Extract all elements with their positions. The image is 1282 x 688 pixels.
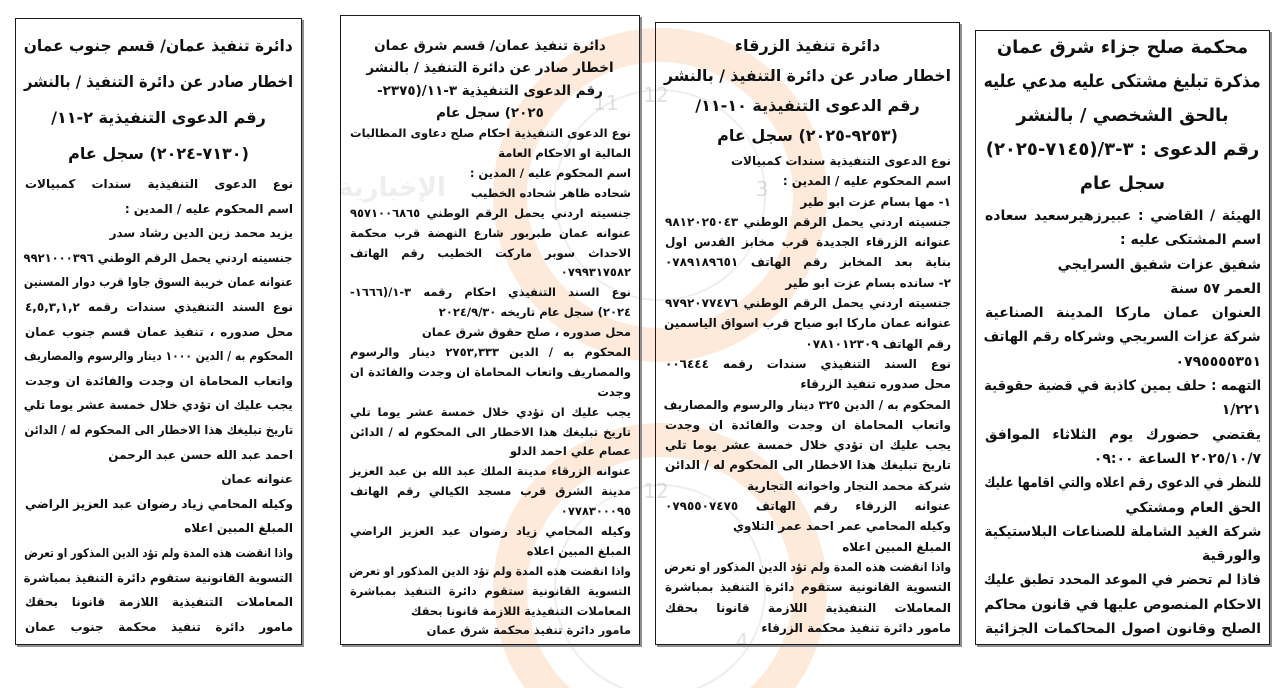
- notice-title-line-text: (٧١٣٠-٢٠٢٤) سجل عام: [68, 144, 249, 163]
- notice-body-line: [664, 232, 951, 252]
- notice-body-line-text: اسم المشتكى عليه :: [1120, 232, 1261, 249]
- notice-body-line: [349, 204, 631, 224]
- notice-body-line-text: نوع السند التنفيذي سندات رقمه ٤,٥,٣,١,٢: [24, 299, 293, 314]
- notice-south-amman-execution-dept: [15, 18, 302, 645]
- notice-title-line: [24, 100, 293, 136]
- notice-body: [349, 124, 631, 641]
- notice-body-line-text: التسوية القانونية ستقوم دائرة التنفيذ بمباشرة: [23, 570, 293, 585]
- notice-body-line: [984, 277, 1261, 301]
- notice-body-line: [349, 502, 631, 522]
- notice-body-line: [664, 354, 951, 374]
- notice-body-line: [984, 471, 1261, 495]
- notice-body-line-text: عنوانه الزرقاء رقم الهاتف ٠٧٩٥٥٠٧٤٧٥: [665, 499, 951, 514]
- notice-body-line: [984, 253, 1261, 277]
- notice-body-line: [664, 455, 951, 475]
- notice-body-line-text: مدينة الشرق قرب مسجد الكيالي رقم الهاتف: [350, 484, 631, 499]
- notice-body-line: [349, 323, 631, 343]
- notice-body-line: [349, 303, 631, 323]
- notice-body-line-text: المعاملات التنفيذية اللازمة قانونا بحقك: [410, 603, 631, 618]
- notice-body-line: [984, 325, 1261, 349]
- notice-body-line-text: شفيق عزات شفيق السرايجي: [1057, 256, 1261, 273]
- notice-body-line: [664, 171, 951, 191]
- notice-body-line: [349, 263, 631, 283]
- notice-title-line: [349, 102, 631, 124]
- notice-body-line-text: عنوانه عمان خريبة السوق جاوا قرب دوار المسنين: [24, 275, 293, 290]
- notice-body-line: [984, 544, 1261, 568]
- notice-body-line: [24, 172, 293, 197]
- notice-title-line-text: اخطار صادر عن دائرة التنفيذ / بالنشر: [24, 72, 293, 91]
- notice-body-line: [349, 442, 631, 462]
- notice-body-line-text: مامور دائرة تنفيذ محكمة شرق عمان: [426, 623, 631, 638]
- notice-body-line: [24, 516, 293, 541]
- notice-body-line-text: واتعاب المحاماة ان وجدت والفائدة ان وجدت: [664, 417, 951, 432]
- notice-body-line-text: يجب عليك ان تؤدي خلال خمسة عشر يوما تلي: [665, 438, 951, 453]
- notice-body-line: [664, 496, 951, 516]
- notice-title-line-text: رقم الدعوى التنفيذية ١٠-١١/: [695, 96, 920, 115]
- notice-body-line-text: المحكوم به / الدين ١٠٠٠ دينار والرسوم والمصاريف: [24, 349, 293, 364]
- notice-body-line: [24, 541, 293, 566]
- notice-body-line-text: يجب عليك ان تؤدي خلال خمسة عشر يوما تلي: [23, 398, 293, 413]
- notice-body-line-text: احمد عبد الله حسن عبد الرحمن: [108, 447, 293, 462]
- notice-body-line-text: اسم المحكوم عليه / المدين :: [469, 165, 631, 180]
- watermark-clock-number: 11: [593, 91, 619, 115]
- notice-body-line: [24, 369, 293, 394]
- notice-title-line-text: رقم الدعوى التنفيذية ٢-١١/: [51, 108, 266, 127]
- notice-body-line-text: الهيئة / القاضي : عبيرزهيرسعيد سعاده: [985, 208, 1261, 224]
- notice-body-line: [664, 374, 951, 394]
- notice-body-line: [349, 363, 631, 383]
- notice-body-line-text: تاريخ تبليغك هذا الاخطار الى المحكوم له / الدائن: [23, 422, 293, 437]
- notice-body-line-text: ٠٧٩٩٣١٧٥٨٢: [560, 265, 631, 280]
- notice-body-line: [349, 244, 631, 264]
- notice-body-line: [984, 374, 1261, 398]
- notice-body-line: [24, 246, 293, 271]
- notice-body-line-text: وكيله المحامي عمر احمد عمر التلاوي: [732, 519, 951, 534]
- notice-body-line-text: المحكوم به / الدين ٢٧٥٣,٣٣٣ دينار والرسوم: [350, 344, 631, 359]
- notice-title-line: [664, 91, 951, 121]
- notice-body-line-text: والورقية: [1202, 548, 1261, 565]
- notice-body-line-text: مامور دائرة تنفيذ محكمة الزرقاء: [761, 620, 951, 635]
- notice-body-line-text: نوع الدعوى التنفيذية سندات كمبيالات: [25, 177, 293, 191]
- notice-title-line: [349, 57, 631, 79]
- notice-body: [664, 151, 951, 638]
- notice-body-line-text: اسم المحكوم عليه / المدين :: [124, 201, 293, 216]
- notice-title-line: [24, 136, 293, 172]
- notice-body-line: [349, 562, 631, 582]
- notice-body-line: [349, 164, 631, 184]
- notice-body-line-text: المحكوم به / الدين ٣٢٥ دينار والرسوم والمصاريف: [663, 397, 951, 412]
- notice-body-line: [24, 443, 293, 468]
- notice-body-line-text: يقتضي حضورك يوم الثلاثاء الموافق: [985, 426, 1261, 443]
- notice-body-line-text: شحاده ظاهر شحاده الخطيب: [470, 185, 631, 200]
- notice-body-line: [664, 598, 951, 618]
- notice-body-line: [664, 476, 951, 496]
- notice-body-line: [349, 462, 631, 482]
- notice-header: [24, 19, 293, 172]
- notice-body-line-text: عنوانه عمان ماركا ابو صياح قرب اسواق الياسمين: [664, 316, 951, 331]
- notice-title-line-text: مذكرة تبليغ مشتكى عليه مدعي عليه: [984, 71, 1261, 92]
- notice-body-line-text: فاذا لم تحضر في الموعد المحدد تطبق عليك: [984, 572, 1261, 589]
- notice-body-line-text: تاريخ تبليغك هذا الاخطار الى المحكوم له / الدائن: [349, 424, 631, 439]
- notice-title-line: [984, 133, 1261, 167]
- notice-body-line: [664, 577, 951, 597]
- notice-body-line-text: ٢- سانده بسام عزت ابو طير: [785, 275, 951, 290]
- notice-body-line: [349, 542, 631, 562]
- notice-body-line-text: والمصاريف واتعاب المحاماة ان وجدت والفائدة ان: [349, 364, 631, 379]
- notice-body-line: [664, 334, 951, 354]
- notice-body-line-text: ٢٠٢٥/١٠/٧ الساعة ٠٩:٠٠: [1093, 450, 1261, 467]
- notice-body-line: [984, 204, 1261, 228]
- notice-body-line-text: عصام علي احمد الدلو: [509, 444, 631, 459]
- notice-body-line: [664, 557, 951, 577]
- notice-body-line: [349, 383, 631, 403]
- notice-body-line: [984, 350, 1261, 374]
- notice-title-line: [349, 80, 631, 102]
- notice-body-line-text: عنوانه الزرقاء مدينة الملك عبد الله بن عبد العزيز: [350, 464, 631, 479]
- notice-body-line-text: نوع الدعوى التنفيذية سندات كمبيالات: [731, 154, 951, 168]
- notice-body-line: [24, 344, 293, 369]
- notice-body-line-text: محل صدوره ، تنفيذ عمان قسم جنوب عمان: [25, 324, 293, 339]
- notice-body-line-text: العنوان عمان ماركا المدينة الصناعية: [985, 305, 1261, 322]
- notice-body-line: [349, 124, 631, 144]
- notice-body-line: [349, 184, 631, 204]
- notice-body-line-text: وكيله المحامي زياد رضوان عبد العزيز الراضي: [350, 524, 631, 538]
- notice-body-line: [664, 293, 951, 313]
- notice-body-line-text: مامور دائرة تنفيذ محكمة جنوب عمان: [25, 619, 293, 634]
- notice-body-line: [24, 221, 293, 246]
- notice-body-line: [349, 582, 631, 602]
- notice-body-line-text: وكيله المحامي زياد رضوان عبد العزيز الراضي: [25, 496, 293, 511]
- notice-body-line-text: نوع الدعوى التنفيذية احكام صلح دعاوى المطالبات: [350, 126, 631, 141]
- notice-title-line: [984, 99, 1261, 133]
- notice-body: [984, 204, 1261, 641]
- notice-body-line: [24, 492, 293, 517]
- notice-title-line-text: دائرة تنفيذ عمان/ قسم شرق عمان: [374, 38, 606, 54]
- notice-body-line: [664, 395, 951, 415]
- notice-body-line-text: جنسيته اردني يحمل الرقم الوطني ٩٧٩٢٠٧٧٤٧٦: [665, 296, 951, 311]
- notice-body-line-text: نوع السند التنفيذي سندات رقمه ٠٠٦٤٤٤: [665, 356, 951, 371]
- notice-body-line-text: نوع السند التنفيذي احكام رقمه ٣-١/(١٦٦٦-: [350, 285, 631, 300]
- notice-body-line: [24, 590, 293, 615]
- notice-body-line-text: واذا انقضت هذه المدة ولم تؤد الدين المذكور او تعرض: [349, 563, 631, 578]
- notice-title-line: [664, 121, 951, 151]
- notice-body-line-text: التسوية القانونية ستقوم دائرة التنفيذ بمباشرة: [665, 580, 951, 595]
- notice-body-line-text: ٠٧٧٨٣٠٠٠٩٥: [560, 504, 631, 519]
- notice-title-line: [664, 31, 951, 61]
- notice-body-line: [664, 415, 951, 435]
- notice-title-line: [664, 61, 951, 91]
- notice-body-line: [984, 520, 1261, 544]
- notice-body-line-text: يزيد محمد زين الدين رشاد سدر: [109, 226, 293, 241]
- notice-title-line: [984, 167, 1261, 201]
- notice-body-line-text: جنسيته اردني يحمل الرقم الوطني ٩٨١٢٠٢٥٠٤٣: [665, 214, 951, 229]
- notice-body-line-text: شركة الغيد الشاملة للصناعات البلاستيكية: [983, 523, 1261, 540]
- watermark-clock-number: 4: [735, 629, 749, 653]
- notice-body-line-text: واذا انقضت هذه المدة ولم تؤد الدين المذكور او تعرض: [24, 545, 293, 560]
- notice-body-line: [664, 151, 951, 171]
- notice-body-line: [984, 423, 1261, 447]
- notice-body-line: [984, 228, 1261, 252]
- notice-body-line-text: المبلغ المبين اعلاه: [526, 543, 631, 558]
- notice-body-line: [349, 602, 631, 622]
- notice-body-line: [664, 252, 951, 272]
- notice-body-line: [24, 320, 293, 345]
- notice-body-line-text: شركة محمد النجار واخوانه التجارية: [747, 478, 951, 493]
- watermark-clock-number: 12: [643, 479, 669, 503]
- notice-body-line-text: رقم الهاتف ٠٧٨١٠١٢٣٠٩: [805, 336, 951, 351]
- notice-body-line-text: المعاملات التنفيذية اللازمة قانونا بحقك: [665, 600, 951, 615]
- notice-title-line-text: دائرة تنفيذ الزرقاء: [734, 36, 881, 55]
- notice-body-line-text: محل صدوره تنفيذ الزرقاء: [800, 377, 951, 392]
- notice-title-line-text: محكمة صلح جزاء شرق عمان: [996, 37, 1249, 58]
- notice-body-line: [984, 398, 1261, 422]
- notice-body-line: [24, 393, 293, 418]
- notice-body-line: [664, 516, 951, 536]
- notice-body-line: [984, 593, 1261, 617]
- notice-body-line: [664, 212, 951, 232]
- notice-east-amman-execution-dept: [340, 15, 640, 645]
- notice-body-line-text: الاحكام المنصوص عليها في قانون محاكم: [983, 596, 1261, 613]
- notice-body-line: [984, 447, 1261, 471]
- notice-body-line-text: بناية بعد المخابز رقم الهاتف ٠٧٨٩١٨٩٦٥١: [664, 255, 951, 270]
- notice-body-line: [349, 522, 631, 542]
- notice-title-line-text: رقم الدعوى التنفيذية ٣-١١/(٢٣٧٥-: [377, 82, 603, 99]
- notice-body-line-text: المبلغ المبين اعلاه: [842, 539, 951, 554]
- notice-body-line-text: ١- مها بسام عزت ابو طير: [800, 194, 951, 209]
- notice-title-line: [24, 64, 293, 100]
- notice-body-line-text: شركة عزات السريجي وشركاه رقم الهاتف: [983, 329, 1261, 346]
- notice-body-line-text: جنسيته اردني يحمل الرقم الوطني ٩٩٢١٠٠٠٣٩٦: [24, 250, 293, 265]
- notice-body-line-text: واذا انقضت هذه المدة ولم تؤد الدين المذكور او تعرض: [663, 559, 951, 574]
- notice-body-line-text: المالية او الاحكام العامة: [498, 146, 631, 161]
- notice-title-line-text: (٩٢٥٣-٢٠٢٥) سجل عام: [717, 126, 898, 145]
- notice-body-line-text: تاريخ تبليغك هذا الاخطار الى المحكوم له / الدائن: [665, 458, 951, 473]
- notice-body-line: [664, 435, 951, 455]
- notice-body-line: [24, 418, 293, 443]
- notice-body-line: [24, 615, 293, 640]
- notice-body-line: [664, 618, 951, 638]
- notice-title-line-text: اخطار صادر عن دائرة التنفيذ / بالنشر: [366, 60, 614, 77]
- notice-body-line: [349, 403, 631, 423]
- notice-title-line: [349, 35, 631, 57]
- notice-body-line-text: واتعاب المحاماة ان وجدت والفائدة ان وجدت: [24, 373, 293, 388]
- notice-body-line-text: ٢٠٢٤) سجل عام تاريخه ٢٠٢٤/٩/٣٠: [438, 305, 631, 320]
- notice-body-line-text: وجدت: [597, 384, 631, 399]
- notice-title-line-text: ٢٠٢٥) سجل عام: [436, 104, 544, 121]
- notice-east-amman-magistrate-court: [975, 30, 1270, 645]
- notice-body-line: [24, 566, 293, 591]
- notice-body-line: [349, 224, 631, 244]
- notice-title-line-text: بالحق الشخصي / بالنشر: [1016, 105, 1229, 126]
- notice-body-line: [349, 482, 631, 502]
- notice-body-line-text: ٠٧٩٥٥٥٥٣٥١: [1175, 353, 1261, 370]
- notice-body-line: [349, 621, 631, 641]
- notice-body-line: [349, 144, 631, 164]
- notice-body-line-text: يجب عليك ان تؤدي خلال خمسة عشر يوما تلي: [350, 404, 631, 419]
- notice-body-line: [984, 496, 1261, 520]
- notice-body-line: [349, 343, 631, 363]
- notice-body-line-text: الحق العام ومشتكي: [1125, 499, 1261, 516]
- notice-body-line: [24, 197, 293, 222]
- notice-title-line-text: سجل عام: [1079, 173, 1166, 194]
- notice-title-line: [984, 65, 1261, 99]
- notice-body-line-text: التهمه : حلف يمين كاذبة في قضية حقوقية: [983, 378, 1261, 395]
- notice-body-line-text: محل صدوره ، صلح حقوق شرق عمان: [422, 325, 631, 340]
- notice-body-line-text: العمر ٥٧ سنة: [1170, 280, 1261, 297]
- notice-body-line: [349, 423, 631, 443]
- notice-header: [984, 31, 1261, 201]
- notice-body-line-text: اسم المحكوم عليه / المدين :: [782, 174, 951, 189]
- notice-title-line-text: اخطار صادر عن دائرة التنفيذ / بالنشر: [663, 66, 951, 85]
- notice-body: [24, 172, 293, 639]
- notice-body-line: [664, 273, 951, 293]
- notice-body-line: [24, 467, 293, 492]
- watermark-clock-number: 3: [755, 177, 769, 201]
- notice-body-line: [664, 313, 951, 333]
- notice-body-line-text: الصلح وقانون اصول المحاكمات الجزائية: [985, 621, 1261, 638]
- notice-body-line: [664, 537, 951, 557]
- notice-title-line: [984, 31, 1261, 65]
- notice-body-line-text: عنوانه الزرقاء الجديدة قرب مخابز القدس اول: [665, 235, 951, 250]
- notice-body-line: [24, 295, 293, 320]
- notice-zarqa-execution-dept: [655, 22, 960, 645]
- notice-title-line-text: رقم الدعوى : ٣-٣/(٧١٤٥-٢٠٢٥): [985, 139, 1260, 160]
- notice-body-line-text: المبلغ المبين اعلاه: [184, 521, 293, 536]
- notice-body-line-text: المعاملات التنفيذية اللازمة قانونا بحقك: [25, 595, 293, 610]
- notice-body-line: [984, 617, 1261, 641]
- notice-body-line: [664, 192, 951, 212]
- notice-header: [664, 23, 951, 151]
- watermark-brand: الإخبارية: [338, 173, 446, 203]
- notice-body-line: [24, 270, 293, 295]
- watermark-clock-number: 12: [643, 83, 669, 107]
- notice-body-line-text: ١/٢٢١: [1221, 402, 1261, 419]
- notice-body-line: [349, 283, 631, 303]
- notice-body-line-text: عنوانه عمان طبربور شارع النهضة قرب محكمة: [350, 225, 631, 240]
- notice-body-line: [984, 568, 1261, 592]
- notice-title-line: [24, 28, 293, 64]
- notice-body-line-text: جنسيته اردني يحمل الرقم الوطني ٩٥٧١٠٠٦٨٦٥: [349, 205, 631, 220]
- notice-header: [349, 16, 631, 124]
- notice-body-line-text: عنوانه عمان: [221, 472, 293, 487]
- notice-body-line-text: التسوية القانونية ستقوم دائرة التنفيذ بمباشرة: [349, 583, 631, 598]
- notice-body-line-text: الاحداث سوبر ماركت الخطيب رقم الهاتف: [350, 245, 631, 260]
- notice-body-line-text: للنظر في الدعوى رقم اعلاه والتي اقامها عليك: [983, 475, 1261, 492]
- notice-body-line: [984, 301, 1261, 325]
- notice-title-line-text: دائرة تنفيذ عمان/ قسم جنوب عمان: [24, 36, 293, 55]
